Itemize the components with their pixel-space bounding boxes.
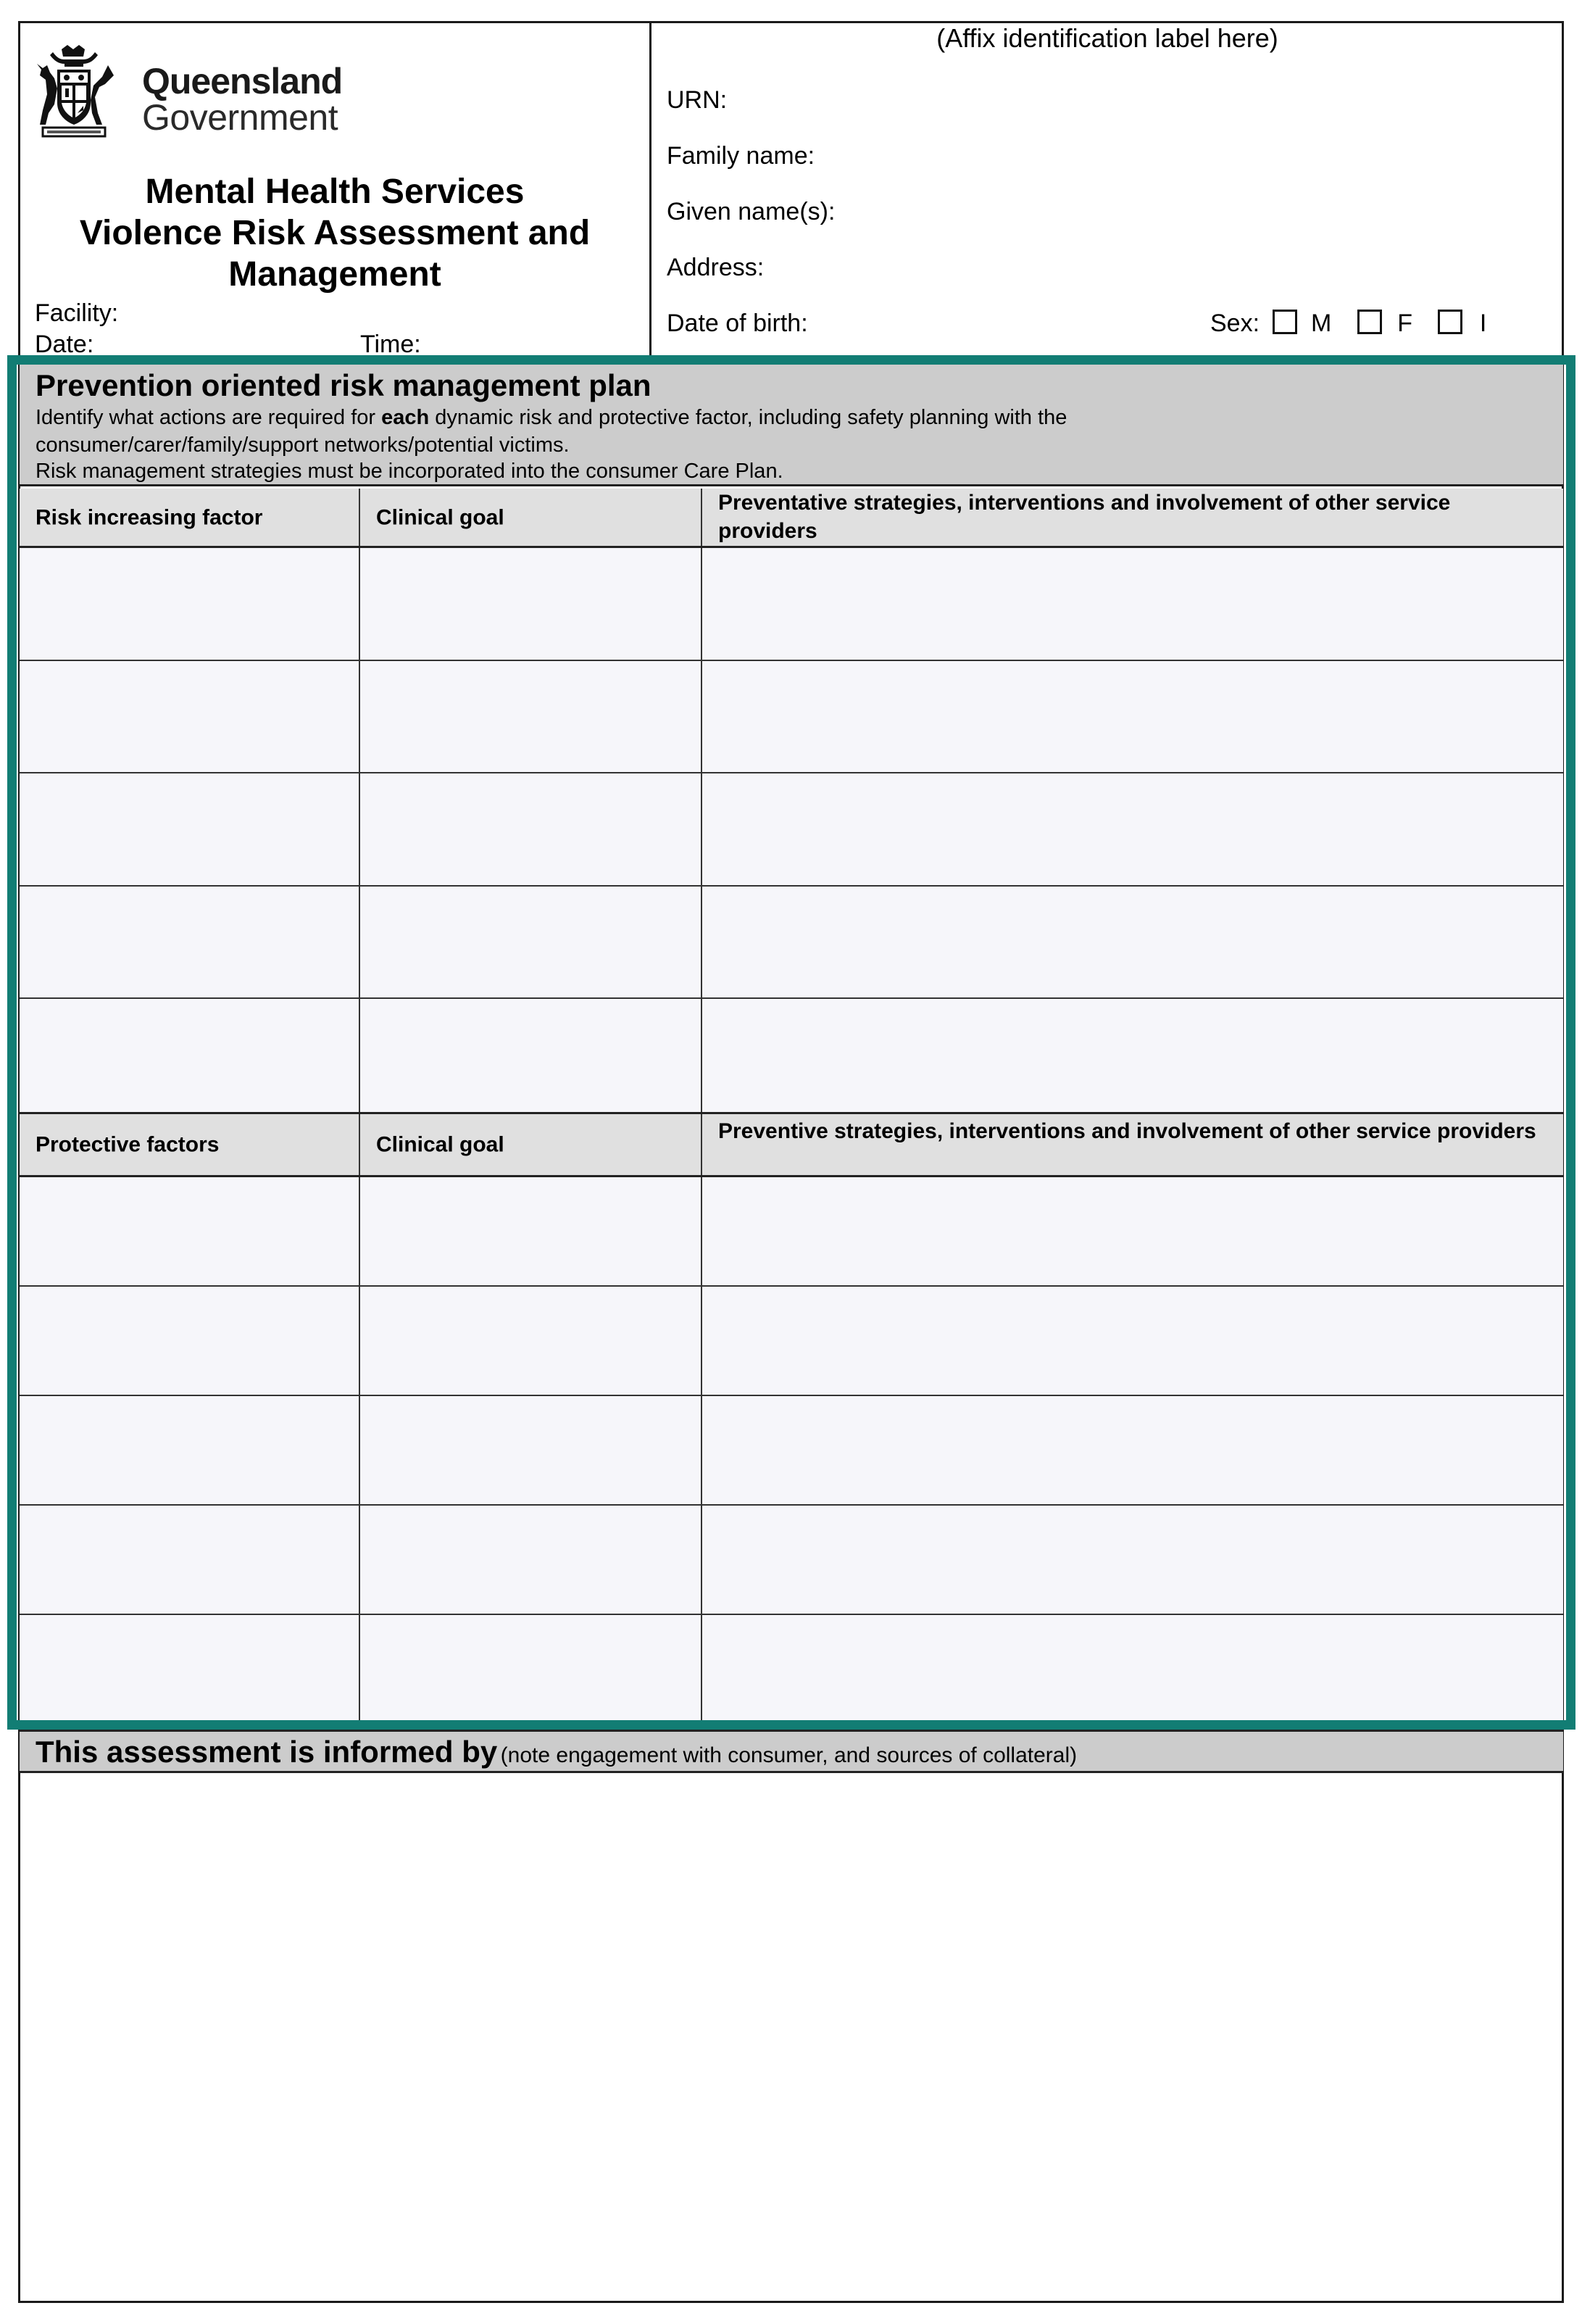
given-names-field[interactable]: Given name(s): [667, 198, 836, 225]
protective-table-header-factor [20, 1114, 360, 1175]
form-title [20, 171, 649, 295]
protective-table-cell-factor[interactable] [20, 1506, 360, 1614]
form-title-line-2: Violence Risk Assessment and [79, 214, 591, 252]
intro-text: Identify what actions are required for [36, 406, 382, 429]
risk-table-header-risk-factor [20, 489, 360, 546]
protective-table-cell-clinical-goal[interactable] [360, 1396, 702, 1504]
risk-table-row [20, 661, 1563, 774]
protective-table-cell-clinical-goal[interactable] [360, 1615, 702, 1725]
risk-table-cell-strategies[interactable] [702, 887, 1563, 998]
sex-label: Sex: [1210, 310, 1260, 337]
address-field[interactable]: Address: [667, 254, 765, 281]
sex-selector [1210, 309, 1486, 338]
date-of-birth-field[interactable]: Date of birth: [667, 310, 808, 337]
protective-table-cell-strategies[interactable] [702, 1396, 1563, 1504]
prevention-plan-intro-line-1 [36, 404, 1067, 431]
header-divider [649, 21, 651, 357]
protective-table-header-row [20, 1112, 1563, 1177]
protective-table-cell-factor[interactable] [20, 1177, 360, 1285]
protective-table-cell-strategies[interactable] [702, 1287, 1563, 1395]
protective-table-cell-strategies[interactable] [702, 1615, 1563, 1725]
protective-table-cell-strategies[interactable] [702, 1177, 1563, 1285]
prevention-plan-intro-line-3: Risk management strategies must be incorporated into the consumer Care Plan. [36, 460, 783, 483]
risk-table-cell-clinical-goal[interactable] [360, 887, 702, 998]
prevention-plan-title: Prevention oriented risk management plan [36, 368, 651, 402]
protective-table-header-strategies [702, 1114, 1563, 1175]
risk-table-header-strategies [702, 489, 1563, 546]
risk-table-header-row [20, 489, 1563, 548]
header-text: Preventative strategies, interventions and involvement of other service providers [718, 491, 1451, 543]
risk-table-header-clinical-goal [360, 489, 702, 546]
header-text: Clinical goal [376, 505, 504, 529]
risk-table-row [20, 999, 1563, 1112]
prevention-plan-section-header [20, 365, 1563, 486]
protective-table-row [20, 1177, 1563, 1287]
protective-table-cell-factor[interactable] [20, 1287, 360, 1395]
risk-table-cell-clinical-goal[interactable] [360, 773, 702, 885]
form-title-line-1: Mental Health Services [145, 173, 525, 211]
risk-table-row [20, 887, 1563, 1000]
risk-table-cell-strategies[interactable] [702, 661, 1563, 773]
risk-table-cell-factor[interactable] [20, 887, 360, 998]
coat-of-arms-icon [33, 43, 116, 141]
protective-table-cell-clinical-goal[interactable] [360, 1287, 702, 1395]
protective-table-cell-factor[interactable] [20, 1615, 360, 1725]
protective-table-cell-clinical-goal[interactable] [360, 1177, 702, 1285]
date-field[interactable]: Date: [35, 331, 94, 358]
sex-i-checkbox[interactable] [1438, 310, 1462, 334]
risk-table-row [20, 548, 1563, 661]
informed-by-section-header [20, 1730, 1563, 1773]
risk-table-cell-clinical-goal[interactable] [360, 548, 702, 660]
protective-table-row [20, 1396, 1563, 1506]
informed-by-text-area[interactable] [20, 1773, 1563, 2301]
risk-table-cell-strategies[interactable] [702, 548, 1563, 660]
protective-table-row [20, 1506, 1563, 1615]
header-text: Risk increasing factor [36, 505, 263, 529]
protective-table-row [20, 1615, 1563, 1725]
queensland-government-logo [33, 43, 343, 141]
facility-field[interactable]: Facility: [35, 299, 119, 327]
time-field[interactable]: Time: [360, 331, 421, 358]
risk-table-cell-strategies[interactable] [702, 999, 1563, 1112]
intro-emphasis: each [381, 406, 430, 429]
protective-table-header-clinical-goal [360, 1114, 702, 1175]
header-text: Protective factors [36, 1132, 220, 1157]
protective-table-cell-strategies[interactable] [702, 1506, 1563, 1614]
risk-table-cell-strategies[interactable] [702, 773, 1563, 885]
logo-wordmark-line2: Government [142, 97, 338, 138]
prevention-plan-intro-line-2: consumer/carer/family/support networks/potential victims. [36, 433, 570, 457]
risk-table-cell-factor[interactable] [20, 661, 360, 773]
informed-by-title: This assessment is informed by [36, 1735, 498, 1769]
informed-by-note: (note engagement with consumer, and sources of collateral) [500, 1743, 1078, 1767]
sex-f-label: F [1397, 310, 1412, 337]
risk-table-cell-clinical-goal[interactable] [360, 661, 702, 773]
risk-table-cell-factor[interactable] [20, 773, 360, 885]
protective-table-row [20, 1287, 1563, 1396]
protective-table-cell-factor[interactable] [20, 1396, 360, 1504]
sex-m-checkbox[interactable] [1273, 310, 1297, 334]
sex-i-label: I [1479, 310, 1487, 337]
risk-table-row [20, 773, 1563, 887]
header-text: Clinical goal [376, 1132, 504, 1157]
risk-table-cell-factor[interactable] [20, 548, 360, 660]
protective-table-cell-clinical-goal[interactable] [360, 1506, 702, 1614]
logo-wordmark-line1: Queensland [142, 61, 343, 101]
risk-table-cell-factor[interactable] [20, 999, 360, 1112]
urn-field[interactable]: URN: [667, 86, 728, 114]
risk-table-cell-clinical-goal[interactable] [360, 999, 702, 1112]
intro-text-continued: dynamic risk and protective factor, including safety planning with the [429, 406, 1067, 429]
sex-f-checkbox[interactable] [1357, 310, 1382, 334]
header-text: Preventive strategies, interventions and involvement of other service providers [718, 1119, 1536, 1143]
form-title-line-3: Management [228, 255, 441, 294]
affix-label-note: (Affix identification label here) [936, 23, 1278, 53]
family-name-field[interactable]: Family name: [667, 142, 815, 170]
sex-m-label: M [1310, 310, 1332, 337]
